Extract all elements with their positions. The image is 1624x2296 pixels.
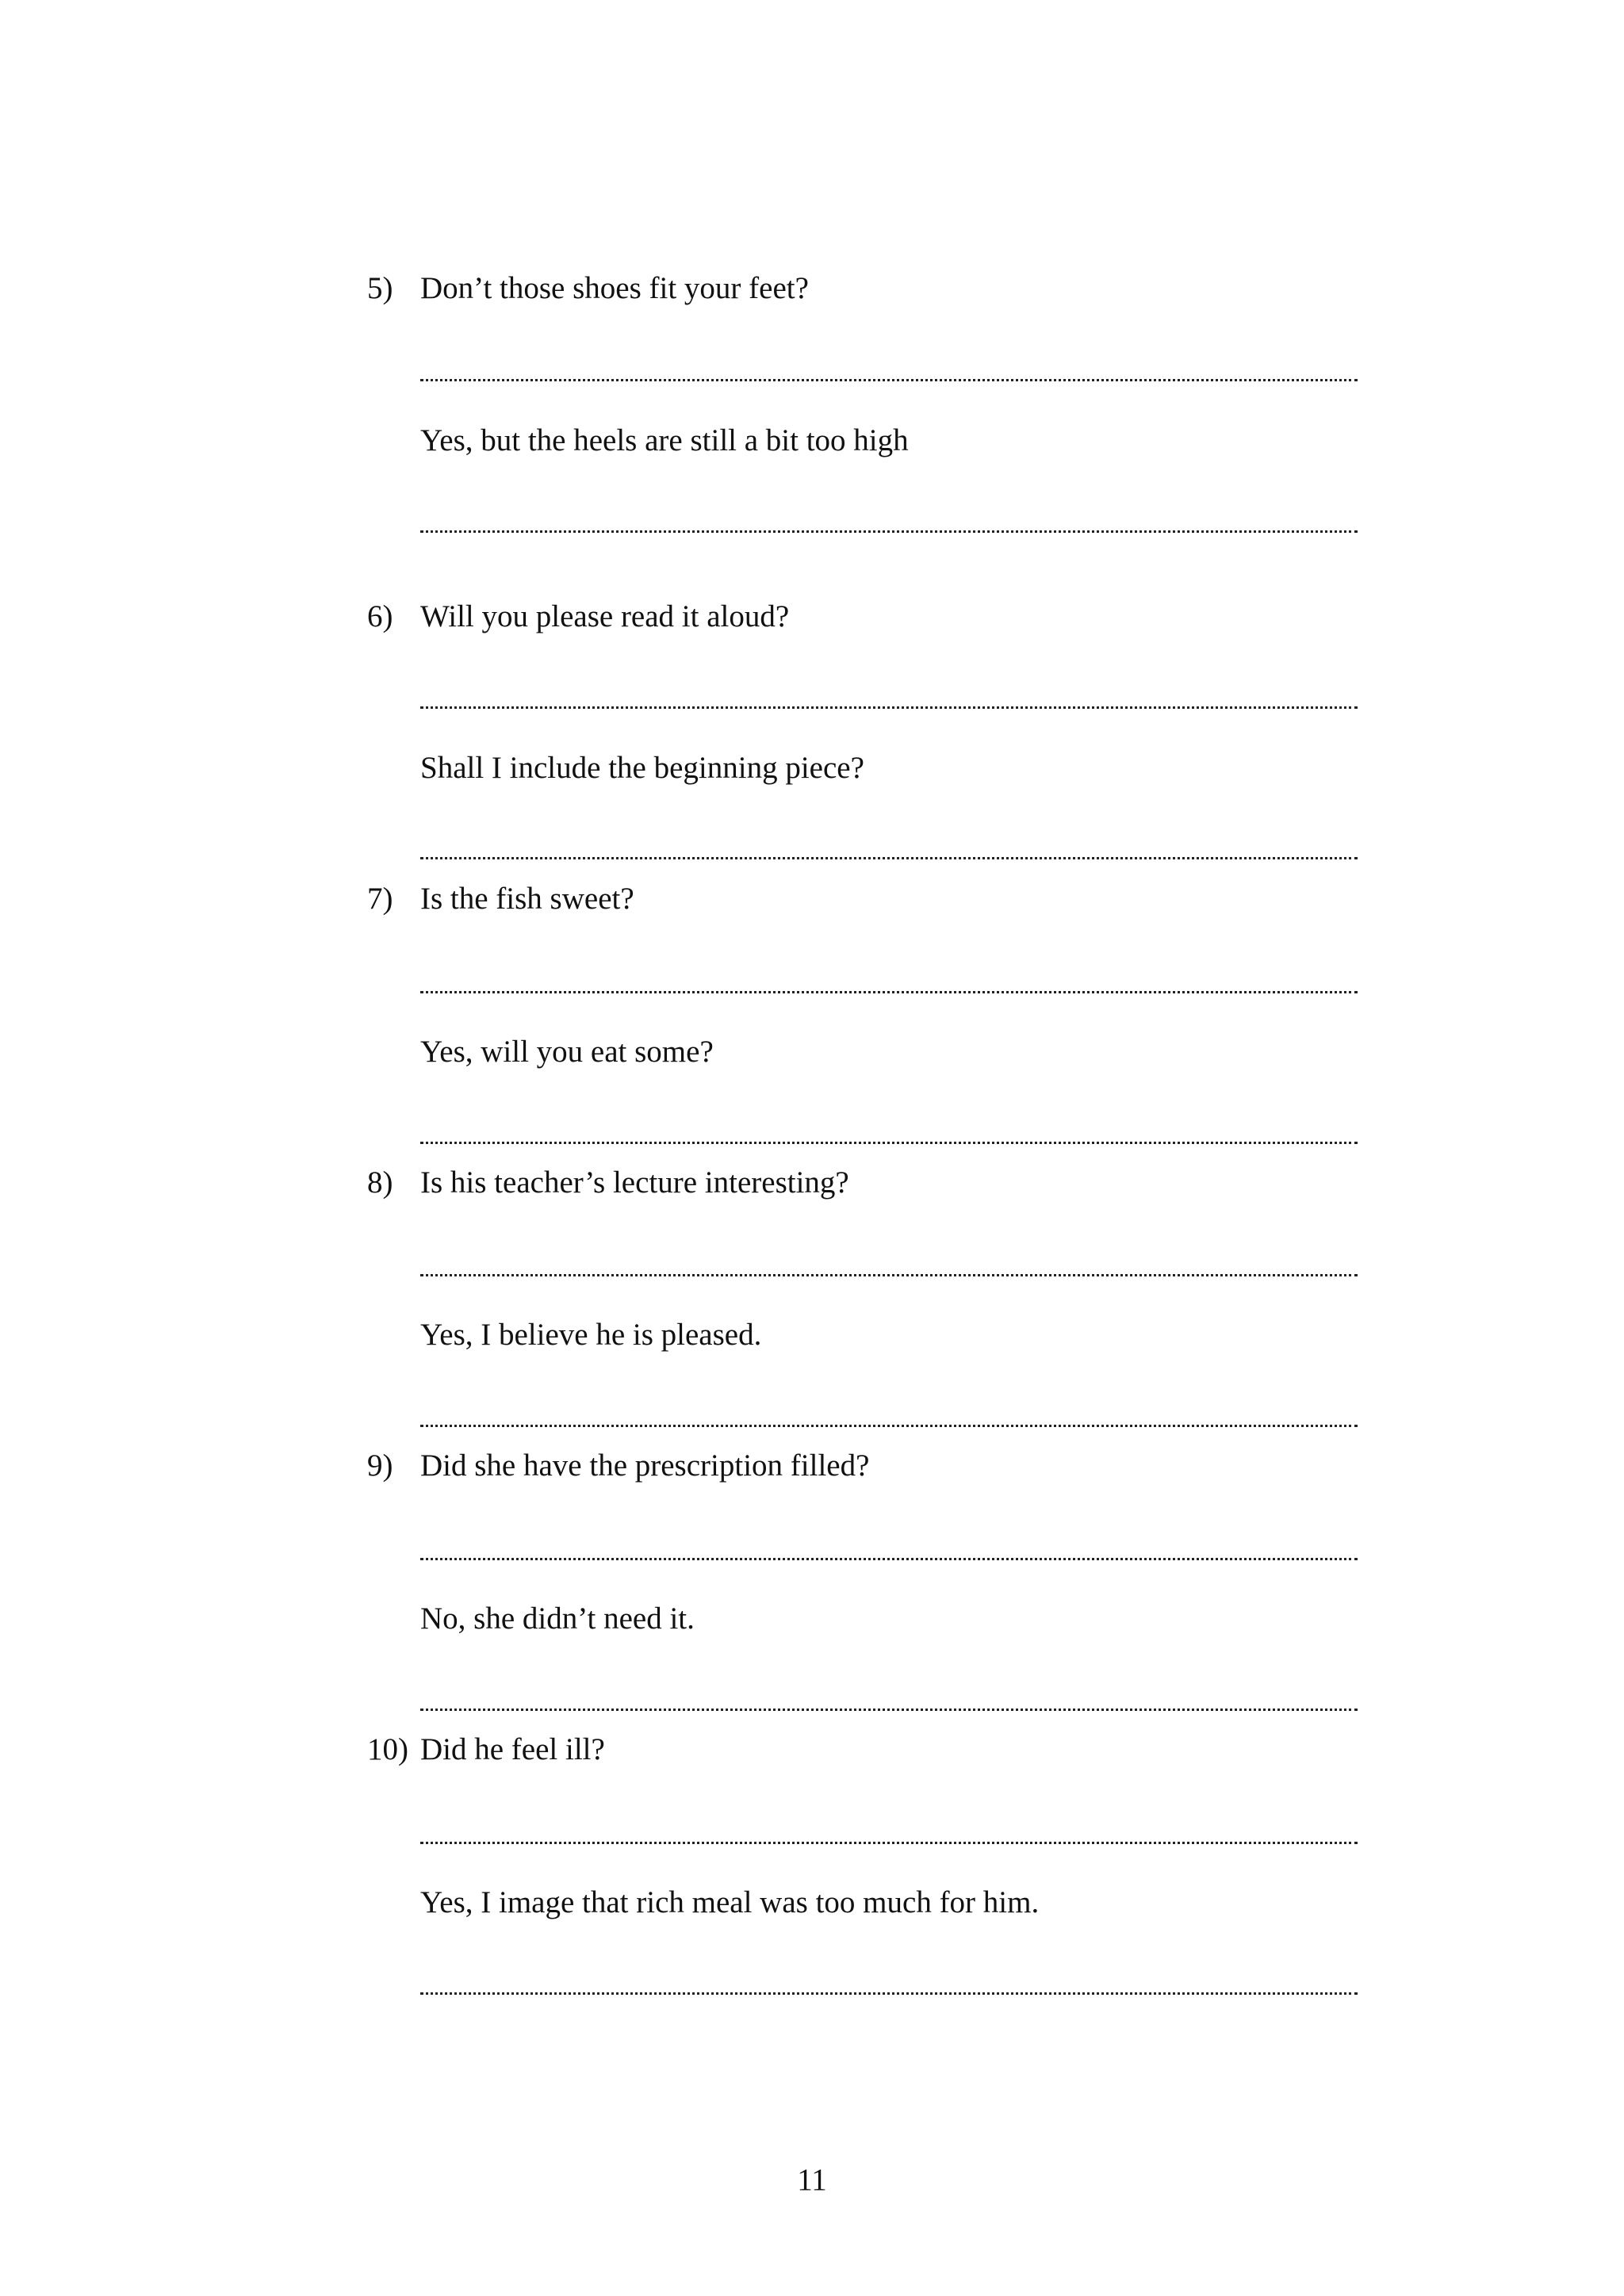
answer-line[interactable] [420, 991, 1358, 993]
question-text: Did he feel ill? [420, 1732, 605, 1766]
item-number: 7) [367, 882, 393, 916]
item-number: 5) [367, 271, 393, 305]
answer-text: Shall I include the beginning piece? [420, 751, 864, 785]
page-number: 11 [797, 2163, 827, 2197]
answer-line[interactable] [420, 530, 1358, 533]
question-text: Will you please read it aloud? [420, 599, 790, 633]
answer-text: Yes, I believe he is pleased. [420, 1318, 762, 1352]
question-text: Don’t those shoes fit your feet? [420, 271, 809, 305]
answer-line[interactable] [420, 1274, 1358, 1276]
question-text: Is the fish sweet? [420, 882, 634, 916]
question-text: Is his teacher’s lecture interesting? [420, 1165, 849, 1200]
item-number: 9) [367, 1448, 393, 1483]
answer-line[interactable] [420, 1142, 1358, 1144]
item-number: 8) [367, 1165, 393, 1200]
answer-line[interactable] [420, 1425, 1358, 1427]
answer-text: Yes, I image that rich meal was too much for him. [420, 1885, 1040, 1919]
answer-line[interactable] [420, 379, 1358, 381]
answer-line[interactable] [420, 857, 1358, 859]
answer-line[interactable] [420, 706, 1358, 709]
answer-line[interactable] [420, 1992, 1358, 1995]
question-text: Did she have the prescription filled? [420, 1448, 870, 1483]
answer-line[interactable] [420, 1842, 1358, 1844]
answer-line[interactable] [420, 1558, 1358, 1560]
answer-line[interactable] [420, 1709, 1358, 1711]
item-number: 6) [367, 599, 393, 633]
answer-text: No, she didn’t need it. [420, 1601, 695, 1636]
answer-text: Yes, will you eat some? [420, 1035, 714, 1069]
item-number: 10) [367, 1732, 408, 1766]
answer-text: Yes, but the heels are still a bit too high [420, 423, 909, 457]
